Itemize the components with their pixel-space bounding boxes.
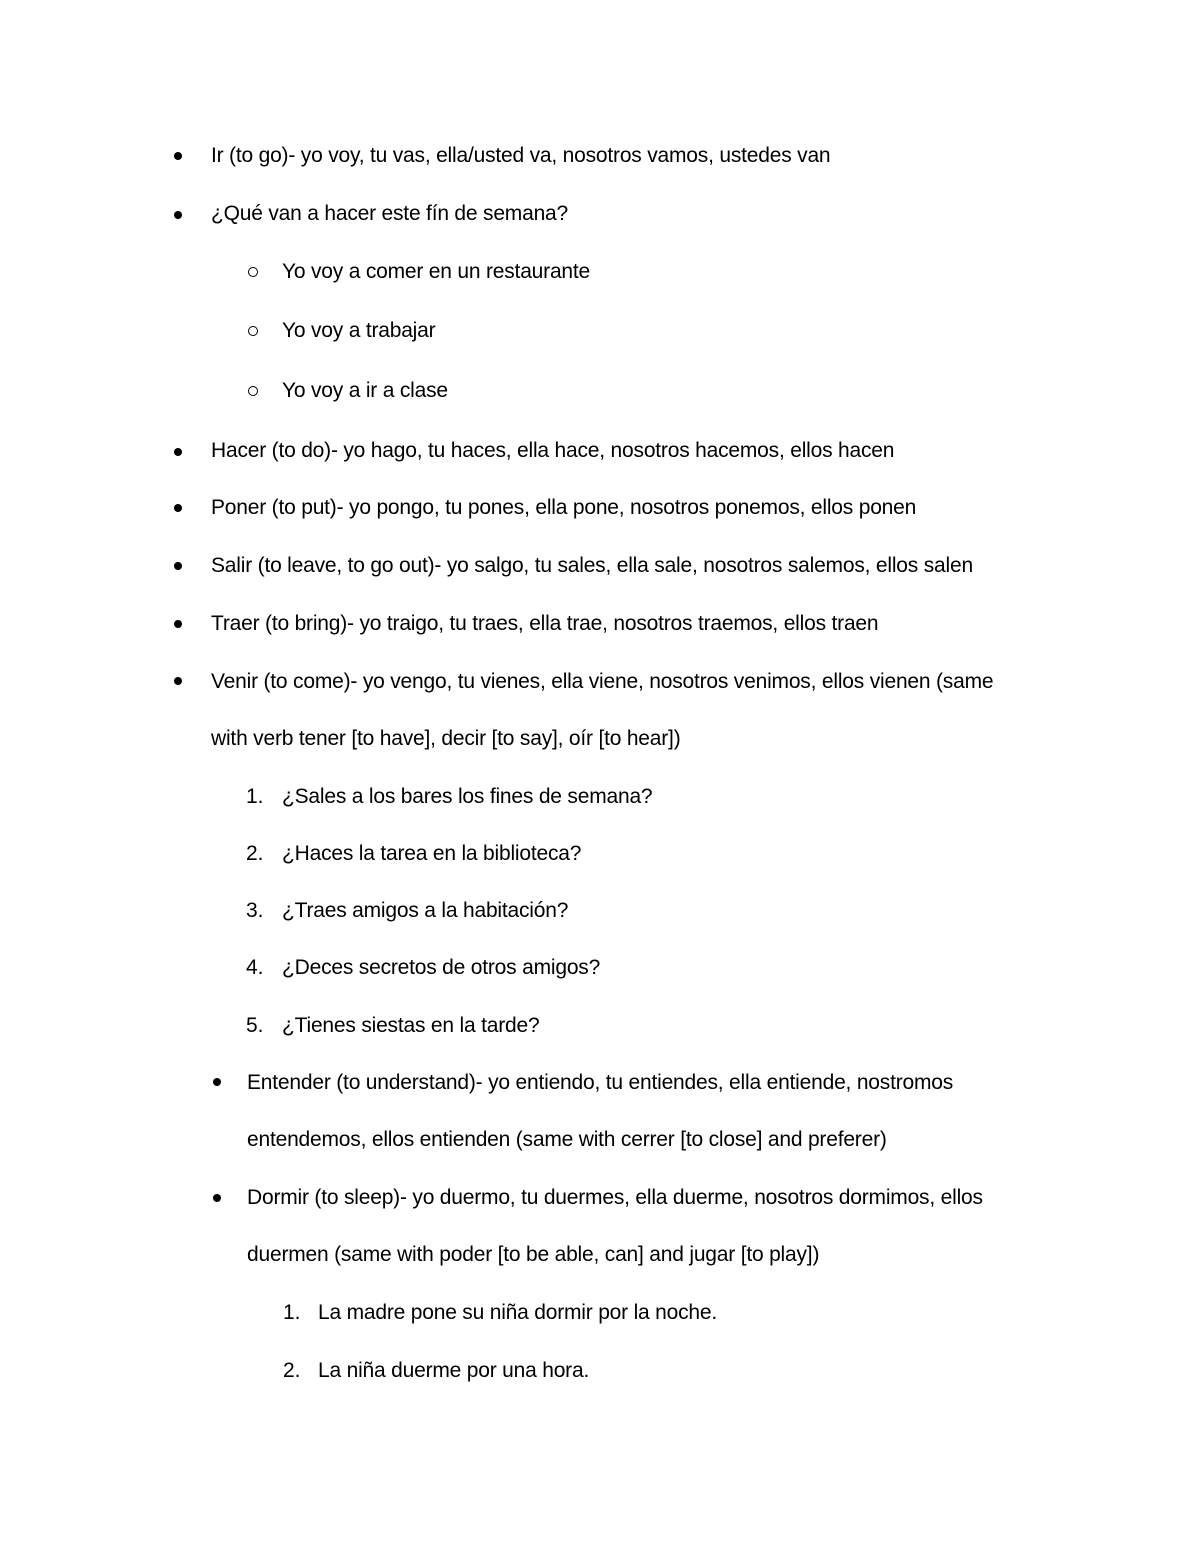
numbered-item-text: ¿Tienes siestas en la tarde?: [282, 1014, 540, 1037]
bullet-icon: [174, 504, 182, 512]
sub-list-item-text: Yo voy a trabajar: [282, 319, 436, 342]
list-item-text-continued: entendemos, ellos entienden (same with cerrer [to close] and preferer): [247, 1128, 887, 1151]
list-item-text-continued: with verb tener [to have], decir [to say], oír [to hear]): [211, 727, 681, 750]
bullet-icon: [174, 562, 182, 570]
list-number: 2.: [246, 842, 264, 865]
numbered-item-text: ¿Traes amigos a la habitación?: [282, 899, 569, 922]
numbered-item-text: ¿Sales a los bares los fines de semana?: [282, 785, 653, 808]
numbered-item-text: La niña duerme por una hora.: [318, 1359, 590, 1382]
hollow-bullet-icon: [248, 267, 258, 277]
list-number: 3.: [246, 899, 264, 922]
list-item-text: Entender (to understand)- yo entiendo, tu entiendes, ella entiende, nostromos: [247, 1071, 954, 1094]
bullet-icon: [213, 1078, 221, 1086]
sub-list-item-text: Yo voy a comer en un restaurante: [282, 260, 591, 283]
list-item-text: Hacer (to do)- yo hago, tu haces, ella hace, nosotros hacemos, ellos hacen: [211, 439, 895, 462]
numbered-item-text: La madre pone su niña dormir por la noche.: [318, 1301, 718, 1324]
list-item-text: Poner (to put)- yo pongo, tu pones, ella pone, nosotros ponemos, ellos ponen: [211, 496, 917, 519]
list-number: 1.: [246, 785, 264, 808]
list-number: 2.: [283, 1359, 301, 1382]
list-item-text: Salir (to leave, to go out)- yo salgo, tu sales, ella sale, nosotros salemos, ellos salen: [211, 554, 973, 577]
hollow-bullet-icon: [248, 326, 258, 336]
hollow-bullet-icon: [248, 386, 258, 396]
list-item-text: ¿Qué van a hacer este fín de semana?: [211, 202, 569, 225]
bullet-icon: [174, 677, 182, 685]
list-item-text: Venir (to come)- yo vengo, tu vienes, ella viene, nosotros venimos, ellos vienen (same: [211, 670, 994, 693]
sub-list-item-text: Yo voy a ir a clase: [282, 379, 448, 402]
numbered-item-text: ¿Haces la tarea en la biblioteca?: [282, 842, 582, 865]
numbered-item-text: ¿Deces secretos de otros amigos?: [282, 956, 601, 979]
list-item-text: Traer (to bring)- yo traigo, tu traes, ella trae, nosotros traemos, ellos traen: [211, 612, 879, 635]
list-number: 4.: [246, 956, 264, 979]
list-item-text: Ir (to go)- yo voy, tu vas, ella/usted va, nosotros vamos, ustedes van: [211, 144, 831, 167]
list-item-text-continued: duermen (same with poder [to be able, can] and jugar [to play]): [247, 1243, 820, 1266]
bullet-icon: [174, 152, 182, 160]
bullet-icon: [174, 620, 182, 628]
list-item-text: Dormir (to sleep)- yo duermo, tu duermes, ella duerme, nosotros dormimos, ellos: [247, 1186, 983, 1209]
list-number: 5.: [246, 1014, 264, 1037]
bullet-icon: [174, 211, 182, 219]
list-number: 1.: [283, 1301, 301, 1324]
bullet-icon: [174, 448, 182, 456]
bullet-icon: [213, 1194, 221, 1202]
